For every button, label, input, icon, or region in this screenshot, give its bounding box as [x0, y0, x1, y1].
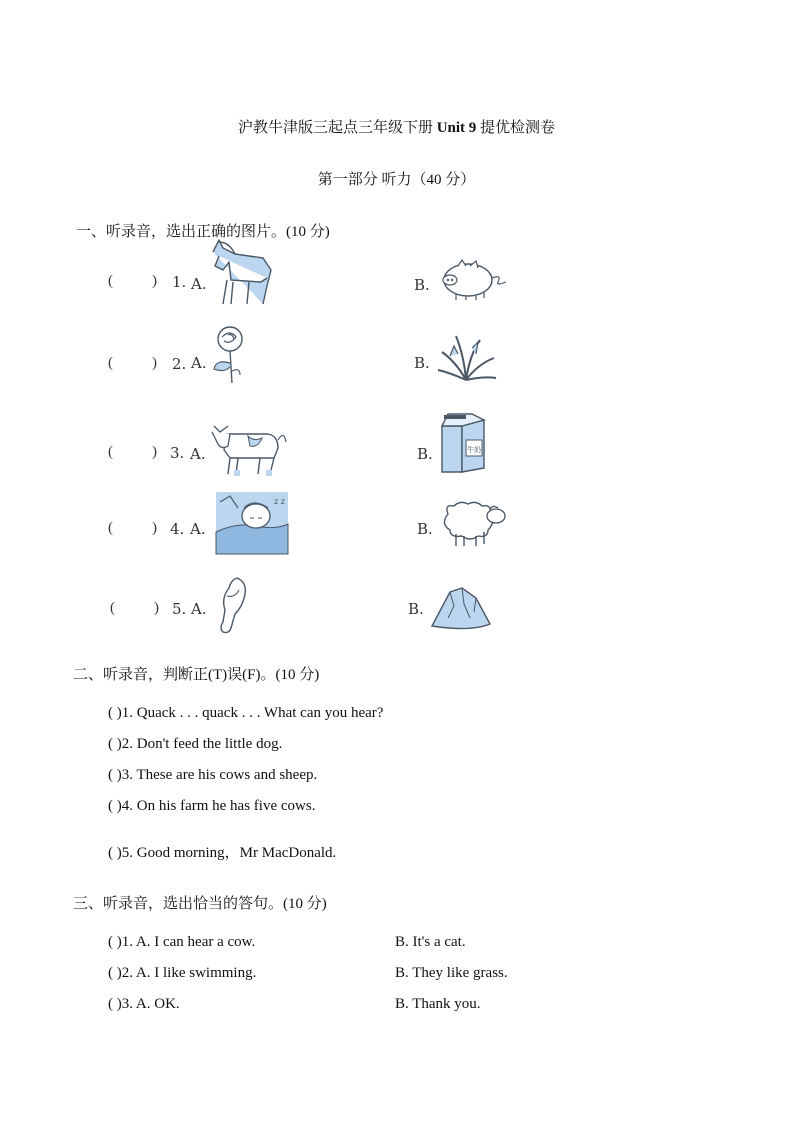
pig-icon: [436, 258, 508, 302]
option-b-label: B.: [408, 600, 424, 618]
option-a-label: A.: [190, 445, 206, 463]
grass-icon: [436, 332, 498, 382]
option-b-label: B.: [414, 354, 430, 372]
answer-paren-close: ): [152, 520, 157, 536]
item-number: 4.: [170, 520, 185, 538]
cow-icon: [208, 420, 288, 478]
option-a-label: A.: [191, 600, 207, 618]
document-title: 沪教牛津版三起点三年级下册 Unit 9 提优检测卷: [237, 120, 556, 136]
milk-label: 牛奶: [467, 446, 481, 454]
arm-icon: [215, 576, 251, 636]
milk-carton-icon: [438, 412, 488, 474]
section3-item-1-option-b: B. It's a cat.: [395, 934, 466, 950]
section3-item-3-question: ( )3. A. OK.: [108, 996, 180, 1012]
section3-item-2-option-b: B. They like grass.: [395, 965, 508, 981]
answer-paren-close: ): [152, 273, 157, 289]
section3-heading: 三、听录音，选出恰当的答句。(10 分): [73, 896, 327, 912]
section2-item-4: ( )4. On his farm he has five cows.: [108, 798, 316, 814]
section2-item-1: ( )1. Quack . . . quack . . . What can you hear?: [108, 705, 384, 721]
section2-item-5: ( )5. Good morning，Mr MacDonald.: [108, 845, 337, 861]
sheep-icon: [438, 500, 508, 550]
option-b-label: B.: [414, 276, 430, 294]
answer-paren-open: (: [108, 520, 113, 536]
horse-icon: [205, 236, 277, 308]
answer-paren-close: ): [152, 444, 157, 460]
option-b-label: B.: [417, 445, 433, 463]
answer-paren-open: (: [108, 273, 113, 289]
part-heading: 第一部分 听力（40 分）: [317, 172, 476, 188]
section3-item-2-question: ( )2. A. I like swimming.: [108, 965, 257, 981]
option-a-label: A.: [191, 275, 207, 293]
option-b-label: B.: [417, 520, 433, 538]
mountain-icon: [430, 584, 492, 632]
snore-text: z z: [274, 497, 285, 506]
option-a-label: A.: [190, 520, 206, 538]
section2-heading: 二、听录音，判断正(T)误(F)。(10 分): [73, 667, 320, 683]
section3-item-1-question: ( )1. A. I can hear a cow.: [108, 934, 256, 950]
item-number: 1.: [172, 273, 187, 291]
section2-item-3: ( )3. These are his cows and sheep.: [108, 767, 318, 783]
answer-paren-close: ): [152, 355, 157, 371]
item-number: 5.: [172, 600, 187, 618]
section1-heading: 一、听录音，选出正确的图片。(10 分): [76, 224, 330, 240]
answer-paren-open: (: [110, 600, 115, 616]
answer-paren-open: (: [108, 444, 113, 460]
sleeping-child-icon: [216, 492, 288, 554]
section3-item-3-option-b: B. Thank you.: [395, 996, 481, 1012]
item-number: 3.: [170, 444, 185, 462]
option-a-label: A.: [191, 354, 207, 372]
item-number: 2.: [172, 355, 187, 373]
answer-paren-open: (: [108, 355, 113, 371]
answer-paren-close: ): [154, 600, 159, 616]
section2-item-2: ( )2. Don't feed the little dog.: [108, 736, 283, 752]
rose-icon: [210, 325, 250, 385]
